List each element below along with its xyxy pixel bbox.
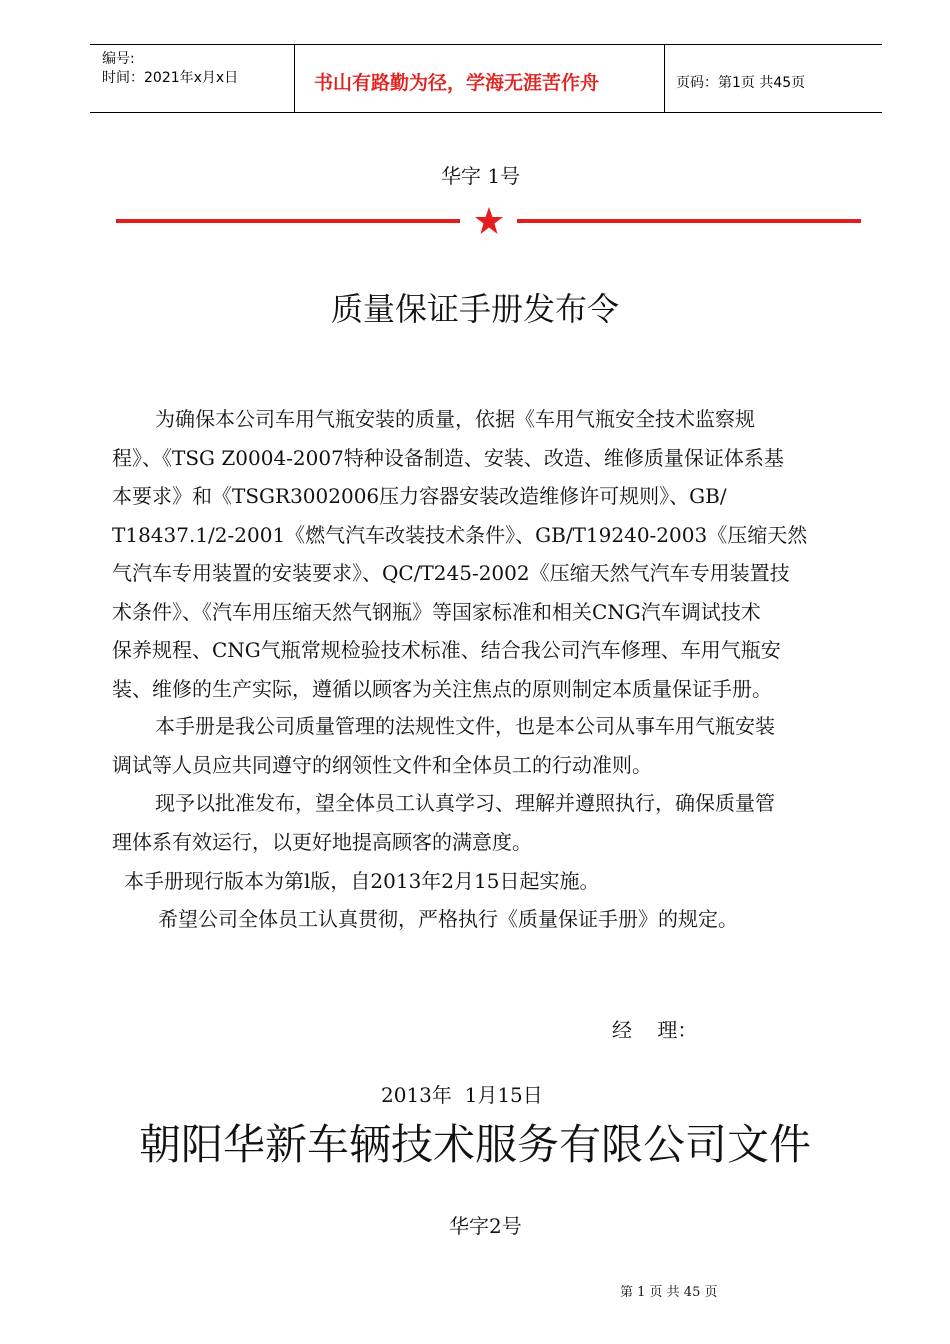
header-top-rule <box>90 44 882 45</box>
signer-label: 经 理： <box>612 1018 698 1042</box>
paragraph-line: 调试等人员应共同遵守的纲领性文件和全体员工的行动准则。 <box>112 752 652 777</box>
doc-number-2: 华字2号 <box>449 1214 522 1238</box>
header-divider-left <box>294 44 295 113</box>
page-footer: 第 1 页 共 45 页 <box>620 1285 718 1300</box>
paragraph-line: 保养规程、CNG气瓶常规检验技术标准、结合我公司汽车修理、车用气瓶安 <box>112 638 781 662</box>
paragraph-2 <box>112 707 856 784</box>
document-title: 质量保证手册发布令 <box>330 290 619 328</box>
paragraph-1 <box>112 400 856 708</box>
doc-number: 华字 1号 <box>441 164 521 188</box>
hope-line: 希望公司全体员工认真贯彻，严格执行《质量保证手册》的规定。 <box>158 907 738 931</box>
header-time-label: 时间：2021年x月x日 <box>102 70 239 86</box>
header-bottom-rule <box>90 112 882 113</box>
version-line: 本手册现行版本为第l版，自2013年2月15日起实施。 <box>124 869 600 893</box>
paragraph-line: 程》、《TSG Z0004-2007特种设备制造、安装、改造、维修质量保证体系基 <box>112 445 784 470</box>
document-date: 2013年 1月15日 <box>381 1083 543 1107</box>
red-rule-right <box>517 219 861 223</box>
company-document-title: 朝阳华新车辆技术服务有限公司文件 <box>138 1120 811 1169</box>
paragraph-line: 本要求》和《TSGR3002006压力容器安装改造维修许可规则》、GB/ <box>112 484 727 508</box>
paragraph-line: 本手册是我公司质量管理的法规性文件，也是本公司从事车用气瓶安装 <box>155 714 775 738</box>
red-star-icon <box>474 206 504 236</box>
header-page-info: 页码：第1页 共45页 <box>676 75 806 91</box>
paragraph-line: 术条件》、《汽车用压缩天然气钢瓶》等国家标准和相关CNG汽车调试技术 <box>112 599 761 624</box>
paragraph-line: 现予以批准发布，望全体员工认真学习、理解并遵照执行，确保质量管 <box>155 791 775 815</box>
header-motto: 书山有路勤为径，学海无涯苦作舟 <box>314 72 600 94</box>
header-divider-right <box>664 44 665 113</box>
paragraph-line: 理体系有效运行，以更好地提高顾客的满意度。 <box>112 829 532 854</box>
red-rule-left <box>116 219 460 223</box>
paragraph-line: 为确保本公司车用气瓶安装的质量，依据《车用气瓶安全技术监察规 <box>155 407 755 431</box>
paragraph-line: 装、维修的生产实际，遵循以顾客为关注焦点的原则制定本质量保证手册。 <box>112 676 772 701</box>
paragraph-line: 气汽车专用装置的安装要求》、QC/T245-2002《压缩天然气汽车专用装置技 <box>112 561 790 585</box>
paragraph-3 <box>112 784 856 861</box>
header-number-label: 编号: <box>102 51 135 67</box>
paragraph-line: T18437.1/2-2001《燃气汽车改装技术条件》、GB/T19240-2003《压缩天然 <box>112 522 808 547</box>
